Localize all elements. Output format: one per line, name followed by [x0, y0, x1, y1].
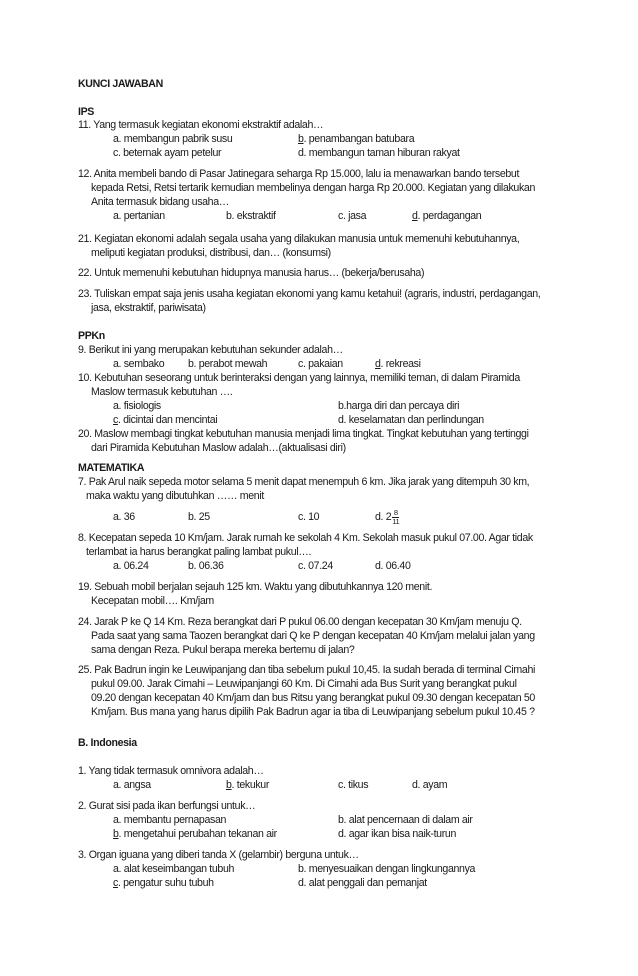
- q8-option-d: d. 06.40: [375, 560, 411, 572]
- question-11: 11. Yang termasuk kegiatan ekonomi ekstraktif adalah…: [78, 119, 324, 131]
- q2-option-b: b. alat pencernaan di dalam air: [338, 814, 473, 826]
- q9-option-d: d. rekreasi: [375, 358, 421, 370]
- question-2: 2. Gurat sisi pada ikan berfungsi untuk…: [78, 800, 256, 812]
- answer-mark: c: [113, 877, 118, 889]
- q8-option-a: a. 06.24: [113, 560, 149, 572]
- question-22: 22. Untuk memenuhi kebutuhan hidupnya manusia harus… (bekerja/berusaha): [78, 267, 425, 279]
- q11-option-c: c. beternak ayam petelur: [113, 147, 222, 159]
- question-1: 1. Yang tidak termasuk omnivora adalah…: [78, 765, 264, 777]
- q2-option-c: b. mengetahui perubahan tekanan air: [113, 828, 277, 840]
- q10-option-d: d. keselamatan dan perlindungan: [338, 414, 484, 426]
- question-23-line-2: jasa, ekstraktif, pariwisata): [91, 302, 206, 314]
- question-10-line-2: Maslow termasuk kebutuhan ….: [91, 386, 233, 398]
- q3-option-a: a. alat keseimbangan tubuh: [113, 863, 235, 875]
- question-25-line-1: 25. Pak Badrun ingin ke Leuwipanjang dan tiba sebelum pukul 10,45. Ia sudah berada di terminal Cimahi: [78, 664, 535, 676]
- answer-mark: c: [113, 414, 118, 426]
- q2-option-a: a. membantu pernapasan: [113, 814, 227, 826]
- answer-mark: b: [113, 828, 119, 840]
- question-8-line-2: terlambat ia harus berangkat paling lambat pukul….: [86, 546, 312, 558]
- q1-option-c: c. tikus: [338, 779, 369, 791]
- question-25-line-4: Km/jam. Bus mana yang harus dipilih Pak Badrun agar ia tiba di Leuwipanjang sebelum pukul 10.45 ?: [91, 706, 535, 718]
- question-9: 9. Berikut ini yang merupakan kebutuhan sekunder adalah…: [78, 344, 343, 356]
- question-7-line-2: maka waktu yang dibutuhkan …… menit: [86, 490, 264, 502]
- q9-option-a: a. sembako: [113, 358, 165, 370]
- question-24-line-1: 24. Jarak P ke Q 14 Km. Reza berangkat dari P pukul 06.00 dengan kecepatan 30 Km/jam menuju Q.: [78, 616, 522, 628]
- q7-option-a: a. 36: [113, 511, 135, 523]
- question-12-line-2: kepada Retsi, Retsi tertarik kemudian membelinya dengan harga Rp 20.000. Kegiatan yang dilakukan: [91, 182, 535, 194]
- q7-option-b: b. 25: [188, 511, 210, 523]
- q2-option-d: d. agar ikan bisa naik-turun: [338, 828, 456, 840]
- section-heading-ppkn: PPKn: [78, 330, 105, 342]
- question-20-line-1: 20. Maslow membagi tingkat kebutuhan manusia menjadi lima tingkat. Tingkat kebutuhan yang tertinggi: [78, 428, 529, 440]
- q11-option-d: d. membangun taman hiburan rakyat: [298, 147, 460, 159]
- section-heading-indonesia: B. Indonesia: [78, 737, 137, 749]
- answer-mark: d: [412, 210, 418, 222]
- question-7-line-1: 7. Pak Arul naik sepeda motor selama 5 menit dapat menempuh 6 km. Jika jarak yang ditempuh 30 km,: [78, 476, 530, 488]
- question-24-line-3: sama dengan Reza. Pukul berapa mereka bertemu di jalan?: [91, 644, 355, 656]
- question-10-line-1: 10. Kebutuhan seseorang untuk berinteraksi dengan yang lainnya, memiliki teman, di dalam Piramida: [78, 372, 520, 384]
- q8-option-b: b. 06.36: [188, 560, 224, 572]
- question-21-line-2: meliputi kegiatan produksi, distribusi, dan… (konsumsi): [91, 247, 331, 259]
- q7-option-d: d. 2 $\frac{8}{11}$: [375, 507, 400, 526]
- q11-option-b: b. penambangan batubara: [298, 133, 415, 145]
- question-19-line-2: Kecepatan mobil…. Km/jam: [91, 595, 214, 607]
- q1-option-d: d. ayam: [412, 779, 448, 791]
- q8-option-c: c. 07.24: [298, 560, 333, 572]
- q3-option-d: d. alat penggali dan pemanjat: [298, 877, 427, 889]
- question-25-line-2: pukul 09.00. Jarak Cimahi – Leuwipanjangi 60 Km. Di Cimahi ada Bus Surit yang berangkat pukul: [91, 678, 517, 690]
- question-20-line-2: dari Piramida Kebutuhan Maslow adalah…(aktualisasi diri): [91, 442, 346, 454]
- q3-option-b: b. menyesuaikan dengan lingkungannya: [298, 863, 476, 875]
- question-21-line-1: 21. Kegiatan ekonomi adalah segala usaha yang dilakukan manusia untuk memenuhi kebutuhannya,: [78, 233, 520, 245]
- q1-option-b: b. tekukur: [226, 779, 270, 791]
- page-title: KUNCI JAWABAN: [78, 78, 163, 90]
- question-3: 3. Organ iguana yang diberi tanda X (gelambir) berguna untuk…: [78, 849, 359, 861]
- question-19-line-1: 19. Sebuah mobil berjalan sejauh 125 km. Waktu yang dibutuhkannya 120 menit.: [78, 581, 433, 593]
- question-12-line-1: 12. Anita membeli bando di Pasar Jatinegara seharga Rp 15.000, lalu ia menawarkan bando tersebut: [78, 168, 520, 180]
- q10-option-b: b.harga diri dan percaya diri: [338, 400, 460, 412]
- q12-option-d: d. perdagangan: [412, 210, 482, 222]
- q7-option-c: c. 10: [298, 511, 320, 523]
- answer-mark: d: [375, 358, 381, 370]
- q12-option-c: c. jasa: [338, 210, 367, 222]
- q10-option-c: c. dicintai dan mencintai: [113, 414, 218, 426]
- q10-option-a: a. fisiologis: [113, 400, 161, 412]
- q9-option-c: c. pakaian: [298, 358, 343, 370]
- q12-option-a: a. pertanian: [113, 210, 165, 222]
- mixed-fraction: $\frac{8}{11}$: [392, 507, 400, 526]
- q3-option-c: c. pengatur suhu tubuh: [113, 877, 214, 889]
- q1-option-a: a. angsa: [113, 779, 151, 791]
- q12-option-b: b. ekstraktif: [226, 210, 276, 222]
- question-25-line-3: 09.20 dengan kecepatan 40 Km/jam dan bus Ritsu yang berangkat pukul 09.30 dengan kecepatan 50: [91, 692, 535, 704]
- section-heading-ips: IPS: [78, 106, 95, 118]
- question-8-line-1: 8. Kecepatan sepeda 10 Km/jam. Jarak rumah ke sekolah 4 Km. Sekolah masuk pukul 07.00. Agar tidak: [78, 532, 533, 544]
- q11-option-a: a. membangun pabrik susu: [113, 133, 233, 145]
- q9-option-b: b. perabot mewah: [188, 358, 268, 370]
- answer-mark: b: [298, 133, 304, 145]
- question-12-line-3: Anita termasuk bidang usaha…: [91, 196, 230, 208]
- section-heading-matematika: MATEMATIKA: [78, 462, 145, 474]
- answer-mark: b: [226, 779, 232, 791]
- question-24-line-2: Pada saat yang sama Taozen berangkat dari Q ke P dengan kecepatan 40 Km/jam melalui jalan yang: [91, 630, 535, 642]
- question-23-line-1: 23. Tuliskan empat saja jenis usaha kegiatan ekonomi yang kamu ketahui! (agraris, industri, perdagangan,: [78, 288, 541, 300]
